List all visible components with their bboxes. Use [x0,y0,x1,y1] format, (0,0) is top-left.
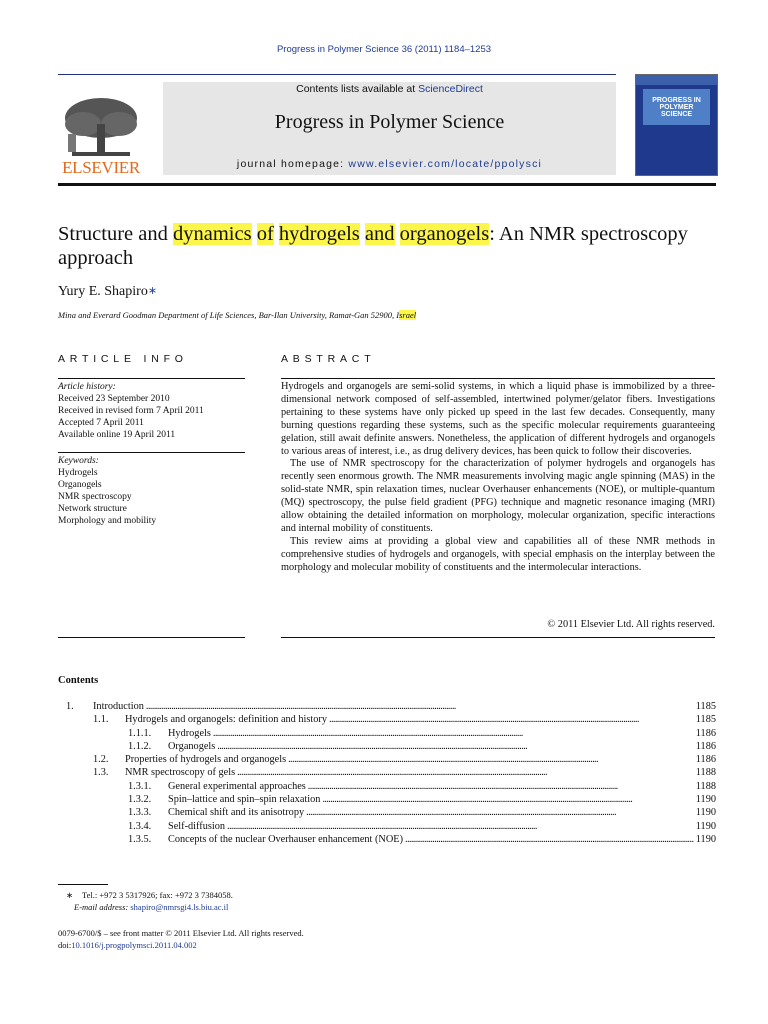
toc-leader [306,807,694,818]
publisher-name: ELSEVIER [62,158,140,177]
toc-page: 1188 [695,780,716,792]
email-link[interactable]: shapiro@nmrsgi4.ls.biu.ac.il [130,902,229,912]
abstract-heading: ABSTRACT [281,353,376,365]
cover-title: PROGRESS IN POLYMER SCIENCE [652,97,701,118]
toc-leader [227,821,694,832]
toc-entry[interactable] [58,754,716,767]
title-highlight: and [364,223,395,245]
footnote-rule [58,884,108,885]
toc-page: 1186 [695,740,716,752]
abstract-bottom-rule [281,637,715,638]
toc-page: 1190 [695,807,716,819]
toc-label[interactable]: Properties of hydrogels and organogels [125,754,287,766]
toc-entry[interactable] [58,728,716,741]
toc-entry[interactable] [58,767,716,780]
toc-label[interactable]: Spin–lattice and spin–spin relaxation [168,794,321,806]
toc-entry[interactable] [58,821,716,834]
toc-entry[interactable] [58,807,716,820]
header-thick-rule [58,183,716,186]
toc-leader [322,794,693,805]
toc-number: 1.3. [93,767,109,779]
toc-number: 1.1.1. [128,727,152,739]
toc-page: 1186 [695,754,716,766]
footnote-mark: ∗ [66,890,74,900]
author-footnote-mark[interactable]: ∗ [147,285,158,297]
toc-label[interactable]: General experimental approaches [168,780,306,792]
toc-entry[interactable] [58,794,716,807]
toc-entry[interactable] [58,701,716,714]
toc-leader [288,754,694,765]
header-rule [58,74,616,75]
doi-label: doi: [58,940,72,950]
toc-page: 1190 [695,833,716,845]
toc-label[interactable]: Hydrogels [168,727,211,739]
toc-page: 1185 [695,714,716,726]
sciencedirect-link[interactable]: ScienceDirect [418,83,483,95]
affiliation-highlight: srael [399,310,417,320]
history-item: Accepted 7 April 2011 [58,418,144,428]
footnote-email-line [74,902,228,912]
affiliation-text: Mina and Everard Goodman Department of Life Sciences, Bar-Ilan University, Ramat-Gan 52900, I [58,310,400,320]
toc-label[interactable]: Chemical shift and its anisotropy [168,807,305,819]
affiliation [58,310,416,320]
footnote-tel: Tel.: +972 3 5317926; fax: +972 3 7384058. [82,890,233,900]
toc-number: 1.1. [93,714,109,726]
title-part: Structure and [58,223,173,245]
homepage-prefix: journal homepage: [236,158,349,170]
article-info-bottom-rule [58,637,245,638]
toc-leader [213,728,694,739]
title-highlight: of [256,223,274,245]
article-title [58,222,698,270]
contents-available [163,83,616,95]
toc-leader [217,741,694,752]
table-of-contents [58,701,716,847]
toc-number: 1.3.1. [128,780,152,792]
keywords-rule [58,452,245,453]
doi-link[interactable]: 10.1016/j.progpolymsci.2011.04.002 [71,940,197,950]
toc-leader [237,767,694,778]
toc-number: 1.3.4. [128,820,152,832]
email-label: E-mail address: [74,902,131,912]
journal-homepage [163,158,616,170]
keyword-item: Network structure [58,504,127,514]
keyword-item: Morphology and mobility [58,516,157,526]
author-line [58,284,157,300]
toc-number: 1.3.3. [128,807,152,819]
toc-label[interactable]: Self-diffusion [168,820,226,832]
abstract-paragraph: This review aims at providing a global view and capabilities all of these NMR methods in comprehensive studies of hydrogels and organogels, with special emphasis on the interplay between the morphology and molecular mobility of constituents and the intermolecular interactions. [281,535,715,573]
toc-label[interactable]: NMR spectroscopy of gels [125,767,236,779]
cover-band [636,75,717,85]
title-part: : An NMR spectroscopy approach [58,223,688,269]
journal-citation[interactable]: Progress in Polymer Science 36 (2011) 1184–1253 [276,44,492,55]
toc-entry[interactable] [58,741,716,754]
toc-leader [146,701,694,712]
toc-leader [308,781,694,792]
title-highlight: dynamics [173,223,252,245]
toc-number: 1.3.2. [128,794,152,806]
footnote-contact [58,890,233,901]
toc-page: 1186 [695,727,716,739]
contents-heading: Contents [58,675,99,686]
toc-page: 1190 [695,820,716,832]
toc-label[interactable]: Introduction [93,701,144,712]
article-info-heading: ARTICLE INFO [58,353,188,365]
front-matter: 0079-6700/$ – see front matter © 2011 Elsevier Ltd. All rights reserved. [58,928,304,938]
keyword-item: NMR spectroscopy [58,492,132,502]
keyword-item: Hydrogels [58,468,98,478]
toc-leader [405,834,694,845]
keywords-label: Keywords: [58,456,99,466]
journal-title: Progress in Polymer Science [274,111,505,133]
toc-number: 1.1.2. [128,740,152,752]
abstract-copyright: © 2011 Elsevier Ltd. All rights reserved. [547,619,715,630]
toc-label[interactable]: Concepts of the nuclear Overhauser enhancement (NOE) [168,833,404,845]
history-label: Article history: [58,382,116,392]
toc-entry[interactable] [58,834,716,847]
toc-number: 1.3.5. [128,833,152,845]
history-item: Received 23 September 2010 [58,394,170,404]
doi-line [58,940,197,950]
abstract-paragraph: The use of NMR spectroscopy for the characterization of polymer hydrogels and organogels has recently seen enormous growth. The NMR measurements involving magic angle spinning (MAS) in the solid-state NMR, spin relaxation times, nuclear Overhauser enhancements (NOE), or multiple-quantum (MQ) spectroscopy, the pulse field gradient (PFG) technique and magnetic resonance imaging (MRI) allow obtaining the detailed information on morphology, molecular organization, specific interactions and internal mobility of constituents. [281,458,715,534]
article-info-rule [58,378,245,379]
homepage-link[interactable]: www.elsevier.com/locate/ppolysci [348,158,543,170]
toc-page: 1188 [695,767,716,779]
toc-page: 1185 [695,701,716,712]
title-part [252,223,257,245]
toc-label[interactable]: Organogels [168,740,216,752]
toc-leader [329,714,694,725]
toc-number: 1. [66,701,74,712]
toc-entry[interactable] [58,714,716,727]
abstract-rule [281,378,715,379]
toc-entry[interactable] [58,781,716,794]
toc-label[interactable]: Hydrogels and organogels: definition and history [125,714,327,726]
history-item: Available online 19 April 2011 [58,430,176,440]
title-highlight: organogels [399,223,490,245]
abstract-body [281,381,715,575]
contents-prefix: Contents lists available at [296,83,419,95]
keyword-item: Organogels [58,480,102,490]
abstract-paragraph: Hydrogels and organogels are semi-solid systems, in which a liquid phase is immobilized by a three-dimensional network composed of self-assembled, intertwined polymer/gelator fibers. Investigations pertaining to these systems have only picked up speed in the last few decades. Consequently, many burning questions regarding these systems, such as the specific molecular requirements guaranteeing gelation, still await definite answers. Nonetheless, the application of different hydrogels and organogels to various areas of interest, i.e., as drug delivery devices, has been quick to follow their discoveries. [281,381,715,457]
history-item: Received in revised form 7 April 2011 [58,406,204,416]
toc-number: 1.2. [93,754,109,766]
title-part [395,223,400,245]
toc-page: 1190 [695,794,716,806]
title-highlight: hydrogels [278,223,360,245]
journal-cover[interactable] [635,74,718,176]
author-name: Yury E. Shapiro [58,284,148,299]
